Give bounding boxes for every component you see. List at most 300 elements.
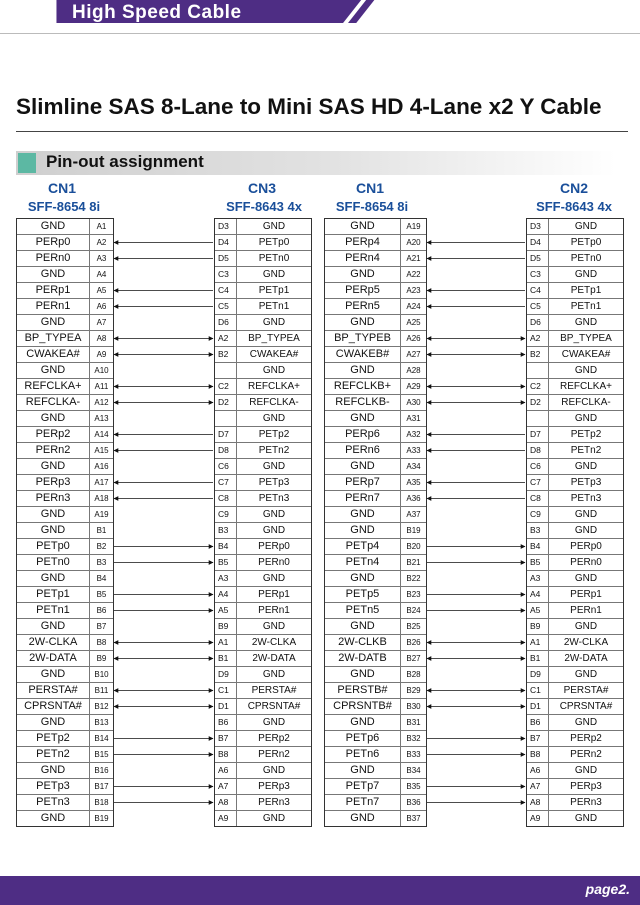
signal-name: GND [574,317,598,328]
pin-row [215,235,311,251]
signal-name: PETn3 [258,493,290,504]
pin-row [17,667,113,683]
pin-row [17,635,113,651]
pin-number: A21 [400,251,426,266]
pin-row [527,459,623,475]
signal-name: PETn3 [36,796,70,808]
pin-row [325,667,426,683]
pin-row [527,219,623,235]
pin-number: D6 [527,315,549,330]
signal-name: GND [574,765,598,776]
signal-name: PETn2 [570,445,602,456]
pin-number: A8 [527,795,549,810]
signal-name: PETp5 [345,588,380,600]
signal-name: PERn1 [570,605,602,616]
signal-name: PETp0 [570,237,602,248]
signal-name: GND [350,812,375,824]
right-dst-type: SFF-8643 4x [536,199,612,214]
pin-number: A4 [215,587,237,602]
pin-row [215,683,311,699]
pin-row [527,267,623,283]
pin-number: A5 [527,603,549,618]
signal-name: PERp7 [345,476,380,488]
signal-name: 2W-CLKB [338,636,387,648]
signal-name: GND [574,669,598,680]
pin-row [17,811,113,827]
pin-number: B8 [527,747,549,762]
signal-name: PETn0 [570,253,602,264]
signal-name: PETp3 [258,477,290,488]
signal-name: GND [574,221,598,232]
pin-number: B19 [89,811,113,826]
signal-name: GND [40,620,66,632]
pin-row [17,715,113,731]
signal-name: PERn3 [258,797,290,808]
pin-row [527,795,623,811]
pin-number: B23 [400,587,426,602]
pin-number: B17 [89,779,113,794]
pin-row [325,267,426,283]
right-src-pin-table [324,218,427,827]
signal-name: PERn3 [35,492,71,504]
section-title: Pin-out assignment [46,152,204,171]
pin-number: B7 [527,731,549,746]
pin-row [527,763,623,779]
pin-number: D3 [215,219,237,234]
pin-row [527,379,623,395]
pin-number: A3 [527,571,549,586]
page-number: page2. [585,881,630,897]
signal-name: PERp2 [570,733,602,744]
signal-name: GND [40,812,66,824]
pin-number: A5 [215,603,237,618]
signal-name: REFCLKA- [561,397,611,408]
pin-row [17,235,113,251]
signal-name: GND [350,268,375,280]
pin-row [17,395,113,411]
pin-number: B2 [215,347,237,362]
signal-name: PETp0 [258,237,290,248]
pin-row [17,651,113,667]
pin-row [215,779,311,795]
header-category: High Speed Cable [72,2,242,23]
pin-row [527,347,623,363]
signal-name: PERp5 [345,284,380,296]
pin-number: B19 [400,523,426,538]
pin-number: B1 [527,651,549,666]
signal-name: GND [350,716,375,728]
signal-name: PERn1 [35,300,71,312]
pin-row [527,315,623,331]
pin-number: C6 [527,459,549,474]
pin-number: C1 [215,683,237,698]
pin-number: C2 [215,379,237,394]
pin-number: B21 [400,555,426,570]
pin-number: B5 [215,555,237,570]
pin-row [325,779,426,795]
pin-row [215,571,311,587]
signal-name: CWAKEA# [249,349,299,360]
pin-row [527,427,623,443]
signal-name: PETp3 [36,780,70,792]
left-src-name: CN1 [47,180,76,196]
pin-number [527,363,549,378]
pin-row [325,635,426,651]
section-marker [18,153,36,173]
pin-row [215,379,311,395]
pin-number: B3 [527,523,549,538]
pin-number: A8 [89,331,113,346]
signal-name: PETp2 [570,429,602,440]
pin-row [17,251,113,267]
signal-name: PETn3 [570,493,602,504]
pin-row [527,699,623,715]
pin-row [325,571,426,587]
signal-name: PETp2 [36,732,70,744]
pin-number: A27 [400,347,426,362]
pin-row [527,411,623,427]
pin-row [215,667,311,683]
pin-number: A36 [400,491,426,506]
signal-name: PERn2 [258,749,290,760]
signal-name: GND [40,364,66,376]
signal-name: GND [40,316,66,328]
pin-row [17,491,113,507]
left-dst-name: CN3 [247,180,276,196]
signal-name: PERn4 [345,252,380,264]
signal-name: GND [40,764,66,776]
pin-row [527,811,623,827]
pin-number: A4 [89,267,113,282]
signal-name: GND [574,621,598,632]
pin-row [325,411,426,427]
pin-number: B6 [215,715,237,730]
signal-name: BP_TYPEA [560,333,612,344]
signal-name: PERp3 [258,781,290,792]
pin-number: D1 [215,699,237,714]
pin-number: B18 [89,795,113,810]
left-dst-type: SFF-8643 4x [226,199,302,214]
signal-name: GND [40,524,66,536]
signal-name: GND [574,413,598,424]
pin-row [527,747,623,763]
pin-row [527,619,623,635]
signal-name: GND [350,316,375,328]
signal-name: CWAKEA# [561,349,611,360]
pin-row [215,331,311,347]
signal-name: PERn0 [570,557,602,568]
signal-name: PERp1 [570,589,602,600]
pin-row [17,571,113,587]
pin-row [527,251,623,267]
signal-name: PERn7 [345,492,380,504]
signal-name: PERp1 [258,589,290,600]
pin-row [325,491,426,507]
pin-number: A6 [89,299,113,314]
signal-name: BP_TYPEA [24,332,82,344]
signal-name: GND [40,668,66,680]
pin-number: B9 [527,619,549,634]
signal-name: PERSTA# [251,685,297,696]
signal-name: REFCLKA+ [248,381,300,392]
signal-name: PERn2 [35,444,71,456]
pin-number: A2 [215,331,237,346]
pin-row [527,683,623,699]
pin-row [215,411,311,427]
pin-number: B27 [400,651,426,666]
pin-number: B22 [400,571,426,586]
pin-row [17,219,113,235]
pin-row [17,427,113,443]
signal-name: GND [574,813,598,824]
pin-number: D4 [215,235,237,250]
pin-number [215,411,237,426]
pin-number: A20 [400,235,426,250]
pin-row [325,363,426,379]
signal-name: GND [574,269,598,280]
pin-row [215,699,311,715]
signal-name: PERp3 [35,476,71,488]
pin-number: A9 [527,811,549,826]
signal-name: PETp4 [345,540,380,552]
pin-number: B13 [89,715,113,730]
pin-number: B5 [527,555,549,570]
pin-row [325,747,426,763]
pin-row [215,587,311,603]
pin-number: C1 [527,683,549,698]
pin-row [325,299,426,315]
signal-name: GND [350,460,375,472]
signal-name: GND [350,412,375,424]
pin-number: D4 [527,235,549,250]
pin-number: D6 [215,315,237,330]
signal-name: BP_TYPEB [334,332,391,344]
left-dst-pin-table [214,218,312,827]
pin-row [17,331,113,347]
signal-name: PETp1 [36,588,70,600]
pin-number: C9 [215,507,237,522]
signal-name: PERp6 [345,428,380,440]
pin-number: A2 [89,235,113,250]
pin-number: C9 [527,507,549,522]
pin-number: A14 [89,427,113,442]
pin-row [215,795,311,811]
right-src-name: CN1 [355,180,384,196]
signal-name: CPRSNTA# [24,700,82,712]
signal-name: PETn7 [345,796,380,808]
pin-row [17,795,113,811]
pin-number: A16 [89,459,113,474]
pin-number: A3 [215,571,237,586]
signal-name: PERn1 [258,605,290,616]
signal-name: GND [262,509,286,520]
signal-name: GND [262,525,286,536]
pin-number [527,411,549,426]
signal-name: CPRSNTB# [333,700,392,712]
pin-number: A22 [400,267,426,282]
pin-row [215,443,311,459]
pin-row [325,683,426,699]
pin-row [17,603,113,619]
signal-name: PETn1 [36,604,70,616]
pin-row [215,555,311,571]
signal-name: PERp3 [570,781,602,792]
pin-row [325,651,426,667]
pin-row [215,619,311,635]
pin-row [215,491,311,507]
pin-number: A9 [215,811,237,826]
signal-name: GND [350,620,375,632]
signal-name: PERp2 [35,428,71,440]
left-src-type: SFF-8654 8i [27,199,101,214]
pin-number: A7 [527,779,549,794]
pin-number: A8 [215,795,237,810]
signal-name: GND [262,765,286,776]
pin-number: C5 [215,299,237,314]
pin-number: A35 [400,475,426,490]
signal-name: REFCLKB- [335,396,390,408]
signal-name: GND [574,573,598,584]
signal-name: PERp0 [570,541,602,552]
pin-number: A7 [215,779,237,794]
pin-number: B9 [89,651,113,666]
pin-number: A6 [527,763,549,778]
pin-row [325,331,426,347]
pin-row [527,715,623,731]
signal-name: PETn4 [345,556,380,568]
pin-number: A37 [400,507,426,522]
pin-row [325,315,426,331]
footer-bar [0,876,640,905]
pin-row [17,763,113,779]
pin-number: A18 [89,491,113,506]
signal-name: GND [350,764,375,776]
pin-number: B7 [89,619,113,634]
pin-number: C4 [215,283,237,298]
signal-name: PETn0 [258,253,290,264]
signal-name: PERn3 [570,797,602,808]
pin-row [527,443,623,459]
pin-number: B25 [400,619,426,634]
pin-number: B4 [527,539,549,554]
pin-row [325,523,426,539]
signal-name: GND [40,268,66,280]
pin-number: C2 [527,379,549,394]
signal-name: PETn2 [258,445,290,456]
signal-name: PERn5 [345,300,380,312]
header-rule [0,33,640,34]
pin-row [17,555,113,571]
signal-name: GND [350,572,375,584]
signal-name: PETp7 [345,780,380,792]
pin-number: D8 [527,443,549,458]
signal-name: BP_TYPEA [248,333,300,344]
signal-name: PETn0 [36,556,70,568]
pin-number: D3 [527,219,549,234]
pin-row [325,699,426,715]
pin-row [215,267,311,283]
pin-row [527,491,623,507]
pin-row [527,603,623,619]
pin-number: B31 [400,715,426,730]
pin-row [17,699,113,715]
signal-name: PERp0 [35,236,71,248]
pin-row [325,507,426,523]
pin-row [215,507,311,523]
pin-row [527,283,623,299]
pin-row [325,587,426,603]
pin-number: D8 [215,443,237,458]
pin-row [215,427,311,443]
pin-row [325,619,426,635]
pin-number: B4 [89,571,113,586]
signal-name: PERp2 [258,733,290,744]
pin-row [17,747,113,763]
pin-number: A2 [527,331,549,346]
pin-row [527,475,623,491]
pin-row [325,555,426,571]
pin-number: B35 [400,779,426,794]
signal-name: 2W-CLKA [28,636,78,648]
signal-name: PETp6 [345,732,380,744]
pin-number: B3 [89,555,113,570]
pin-row [527,395,623,411]
signal-name: GND [262,413,286,424]
signal-name: GND [40,220,66,232]
pin-number: B1 [215,651,237,666]
signal-name: GND [262,221,286,232]
pin-number: B2 [89,539,113,554]
pin-number: B32 [400,731,426,746]
signal-name: 2W-DATA [564,653,608,664]
pin-number: A24 [400,299,426,314]
pin-number: A31 [400,411,426,426]
pin-number [215,363,237,378]
pin-row [17,347,113,363]
pin-row [215,731,311,747]
pin-number: A34 [400,459,426,474]
pin-row [215,811,311,827]
pin-number: A29 [400,379,426,394]
pin-row [325,235,426,251]
pin-number: A28 [400,363,426,378]
pin-row [527,299,623,315]
pin-number: C5 [527,299,549,314]
pin-row [325,811,426,827]
signal-name: GND [350,508,375,520]
pin-number: A17 [89,475,113,490]
pin-number: B29 [400,683,426,698]
pin-number: B24 [400,603,426,618]
pin-row [325,427,426,443]
pin-row [215,715,311,731]
right-src-type: SFF-8654 8i [335,199,409,214]
signal-name: GND [262,461,286,472]
signal-name: PETp1 [258,285,290,296]
pin-number: D5 [215,251,237,266]
signal-name: CPRSNTA# [247,701,301,712]
signal-name: GND [40,572,66,584]
pin-row [325,459,426,475]
pin-number: B37 [400,811,426,826]
signal-name: 2W-DATA [252,653,296,664]
signal-name: PETp2 [258,429,290,440]
pin-number: C7 [527,475,549,490]
pin-number: A12 [89,395,113,410]
signal-name: GND [262,813,286,824]
pin-number: A1 [89,219,113,234]
pin-number: A4 [527,587,549,602]
